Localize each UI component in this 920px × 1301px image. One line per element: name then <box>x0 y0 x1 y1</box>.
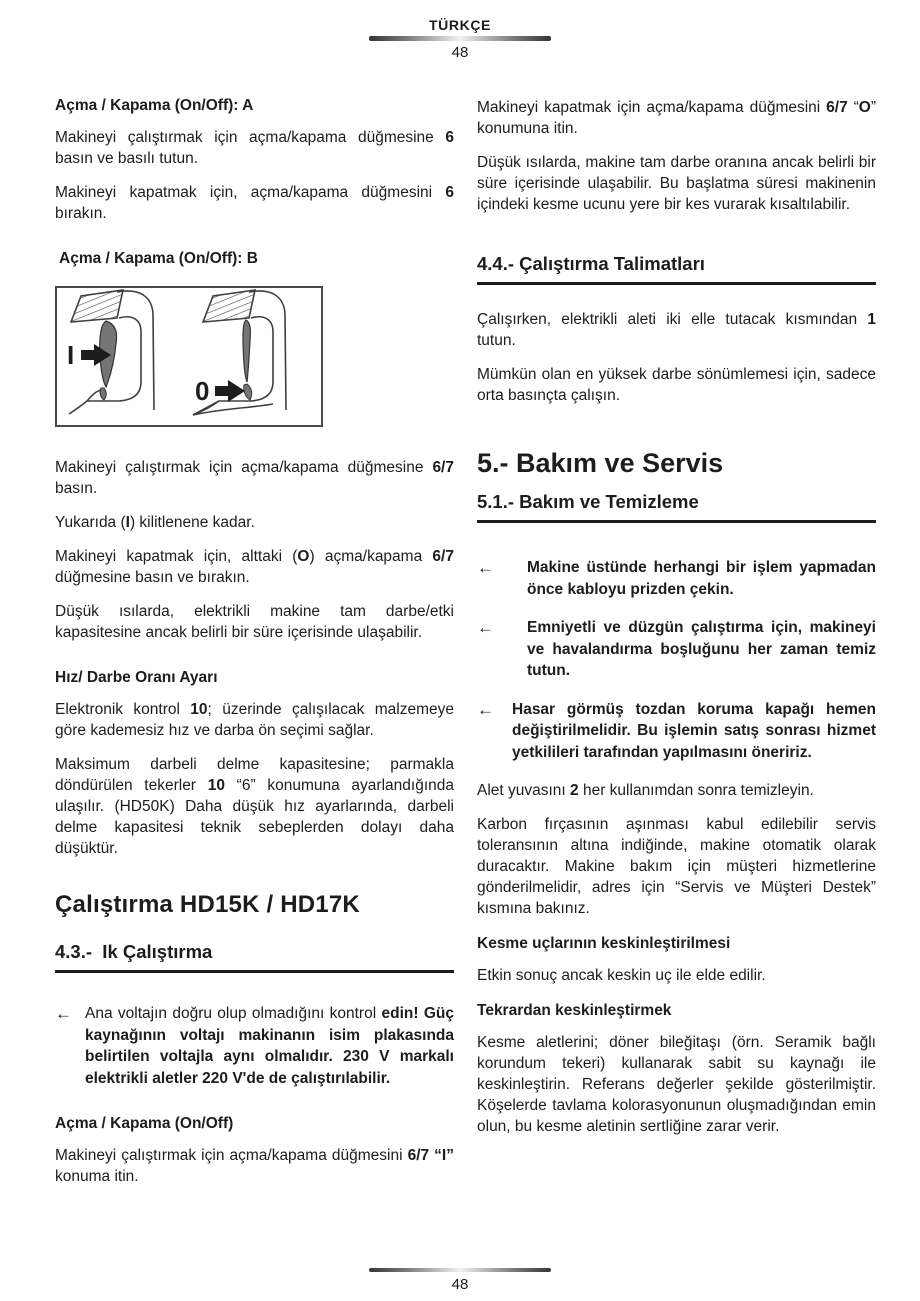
left-arrow-icon: ← <box>477 558 494 577</box>
list-item <box>477 699 876 764</box>
heading-resharpening: Tekrardan keskinleştirmek <box>477 1002 672 1019</box>
text-segment: Ana voltajın doğru olup olmadığını kontrol <box>85 1005 382 1022</box>
paragraph-toolholder-clean <box>477 780 876 801</box>
text-segment: Elektronik kontrol <box>55 701 191 718</box>
bold-text-segment: 6/7 “I” <box>407 1147 454 1164</box>
heading-onoff: Açma / Kapama (On/Off) <box>55 1115 234 1132</box>
text-segment: “6” konumuna ayarlandığında ulaşılır. (HD50K) Daha düşük hız ayarlarında, darbeli delme kapasitesi teknik sebeplerden dolayı daha düşüktür. <box>55 777 454 857</box>
text-segment: Makineyi çalıştırmak için açma/kapama düğmesini <box>55 1147 408 1164</box>
heading-4-3: 4.3.- Ik Çalıştırma <box>55 941 454 973</box>
heading-5-1: 5.1.- Bakım ve Temizleme <box>477 491 876 523</box>
heading-5-maintenance: 5.- Bakım ve Servis <box>477 448 724 478</box>
text-segment: ) açma/kapama <box>309 548 433 565</box>
bold-text-segment: 10 <box>207 777 225 794</box>
heading-sharpening: Kesme uçlarının keskinleştirilmesi <box>477 935 731 952</box>
left-column <box>55 97 454 1200</box>
maintenance-warning-list <box>477 557 876 763</box>
list-item-text: Emniyetli ve düzgün çalıştırma için, makineyi ve havalandırma boşluğunu her zaman temiz tutun. <box>527 619 876 679</box>
paragraph-lock <box>55 512 454 533</box>
page-header <box>0 0 920 61</box>
header-rule <box>369 36 551 41</box>
text-segment: Düşük ısılarda, elektrikli makine tam darbe/etki kapasitesine ancak belirli bir süre içerisinde ulaşabilir. <box>55 603 454 641</box>
paragraph-cold-start-2 <box>477 152 876 215</box>
heading-operation-models: Çalıştırma HD15K / HD17K <box>55 891 360 918</box>
list-item-text: Hasar görmüş tozdan koruma kapağı hemen değiştirilmelidir. Bu işlemin satış sonrası hizmet yetkilileri tarafından yapılmasını öneririz. <box>512 700 876 761</box>
bold-text-segment: 6 <box>445 129 454 146</box>
left-arrow-icon: ← <box>477 618 494 637</box>
text-segment: “ <box>847 99 859 116</box>
page-footer <box>0 1265 920 1293</box>
paragraph-electronic-control <box>55 699 454 741</box>
paragraph-stop-a <box>55 182 454 224</box>
bold-text-segment: 6/7 <box>432 548 454 565</box>
language-label: TÜRKÇE <box>429 17 491 33</box>
text-segment: tutun. <box>477 332 516 349</box>
text-segment: Maksimum darbeli delme kapasitesine; parmakla döndürülen tekerler <box>55 756 454 794</box>
voltage-warning-item <box>55 1003 454 1089</box>
text-segment: ” konumuna itin. <box>477 99 877 137</box>
text-segment: Mümkün olan en yüksek darbe sönümlemesi için, sadece orta basınçta çalışın. <box>477 366 876 404</box>
heading-speed-setting: Hız/ Darbe Oranı Ayarı <box>55 669 218 686</box>
page-number-top: 48 <box>451 44 469 61</box>
voltage-warning-text <box>85 1003 454 1089</box>
bold-text-segment: 6/7 <box>826 99 848 116</box>
paragraph-carbon-brush <box>477 814 876 919</box>
off-label: 0 <box>195 376 210 406</box>
heading-onoff-a: Açma / Kapama (On/Off): A <box>55 97 254 114</box>
switch-diagram-figure <box>55 286 323 427</box>
text-segment: Etkin sonuç ancak keskin uç ile elde edilir. <box>477 967 766 984</box>
paragraph-push-on <box>55 1145 454 1187</box>
text-segment: Çalışırken, elektrikli aleti iki elle tutacak kısmından <box>477 311 868 328</box>
left-arrow-icon: ← <box>55 1004 72 1023</box>
on-label: I <box>67 340 75 370</box>
text-segment: Yukarıda ( <box>55 514 126 531</box>
bold-text-segment: edin! Güç kaynağının voltajı makinanın isim plakasında belirtilen voltajla aynı olmalıdır. 230 V markalı elektrikli aletler 220 V'de de çalıştırılabilir. <box>85 1005 454 1087</box>
bold-text-segment: O <box>297 548 310 565</box>
bold-text-segment: 6/7 <box>432 459 454 476</box>
bold-text-segment: 1 <box>867 311 876 328</box>
text-segment: ) kilitlenene kadar. <box>129 514 255 531</box>
text-segment: konuma itin. <box>55 1168 139 1185</box>
paragraph-resharpen-method <box>477 1032 876 1137</box>
paragraph-push-off <box>477 97 876 139</box>
bold-text-segment: 2 <box>570 782 579 799</box>
text-segment: Makineyi çalıştırmak için açma/kapama düğmesine <box>55 459 433 476</box>
paragraph-medium-pressure <box>477 364 876 406</box>
bold-text-segment: I <box>125 514 130 531</box>
text-segment: her kullanımdan sonra temizleyin. <box>578 782 814 799</box>
paragraph-max-capacity <box>55 754 454 859</box>
page-number-bottom: 48 <box>451 1276 469 1293</box>
text-segment: basın ve basılı tutun. <box>55 150 199 167</box>
list-item <box>477 617 876 682</box>
text-segment: Alet yuvasını <box>477 782 571 799</box>
bold-text-segment: 6 <box>445 184 454 201</box>
text-segment: Karbon fırçasının aşınması kabul edilebilir servis toleransının altına indiğinde, makine otomatik olarak duracaktır. Makine bakım için müşteri hizmetlerine gönderilmelidir, adres için “Servis ve Müşteri Destek” kısmına bakınız. <box>477 816 876 917</box>
paragraph-start-a <box>55 127 454 169</box>
text-segment: basın. <box>55 480 98 497</box>
text-segment: bırakın. <box>55 205 107 222</box>
text-segment: Kesme aletlerini; döner bileğitaşı (örn. Seramik bağlı korundum tekeri) kullanarak sabit su kaynağı ile keskinleştirin. Referans değerler şekilde gösterilmiştir. Köşelerde tavlama kolorasyonunun oluşmadığından emin olun, bu kesme aletinin sertliğine zarar verir. <box>477 1034 876 1135</box>
list-item-text: Makine üstünde herhangi bir işlem yapmadan önce kabloyu prizden çekin. <box>527 559 876 598</box>
right-arrow-icon <box>215 380 245 402</box>
switch-diagram <box>57 288 321 425</box>
text-segment: Makineyi kapatmak için açma/kapama düğmesini <box>477 99 827 116</box>
paragraph-two-hands <box>477 309 876 351</box>
bold-text-segment: O <box>858 99 871 116</box>
text-segment: Makineyi kapatmak için, açma/kapama düğmesini <box>55 184 446 201</box>
heading-onoff-b: Açma / Kapama (On/Off): B <box>59 250 258 267</box>
paragraph-cold-start <box>55 601 454 643</box>
paragraph-start-b <box>55 457 454 499</box>
text-segment: Düşük ısılarda, makine tam darbe oranına ancak belirli bir süre içerisinde ulaşabilir. Bu başlatma süresi makinenin içindeki kesme ucunu yere bir kes vurarak kısaltılabilir. <box>477 154 876 213</box>
content-columns <box>55 97 876 1200</box>
bold-text-segment: 10 <box>190 701 208 718</box>
paragraph-stop-b <box>55 546 454 588</box>
left-arrow-icon: ← <box>477 699 494 719</box>
text-segment: ; üzerinde çalışılacak malzemeye göre kademesiz hız ve darba ön seçimi sağlar. <box>55 701 454 739</box>
right-column <box>477 97 876 1200</box>
text-segment: Makineyi kapatmak için, alttaki ( <box>55 548 298 565</box>
list-item <box>477 557 876 600</box>
text-segment: düğmesine basın ve bırakın. <box>55 569 250 586</box>
footer-rule <box>369 1268 551 1272</box>
heading-4-4: 4.4.- Çalıştırma Talimatları <box>477 253 876 285</box>
paragraph-sharp-result <box>477 965 876 986</box>
text-segment: Makineyi çalıştırmak için açma/kapama düğmesine <box>55 129 446 146</box>
